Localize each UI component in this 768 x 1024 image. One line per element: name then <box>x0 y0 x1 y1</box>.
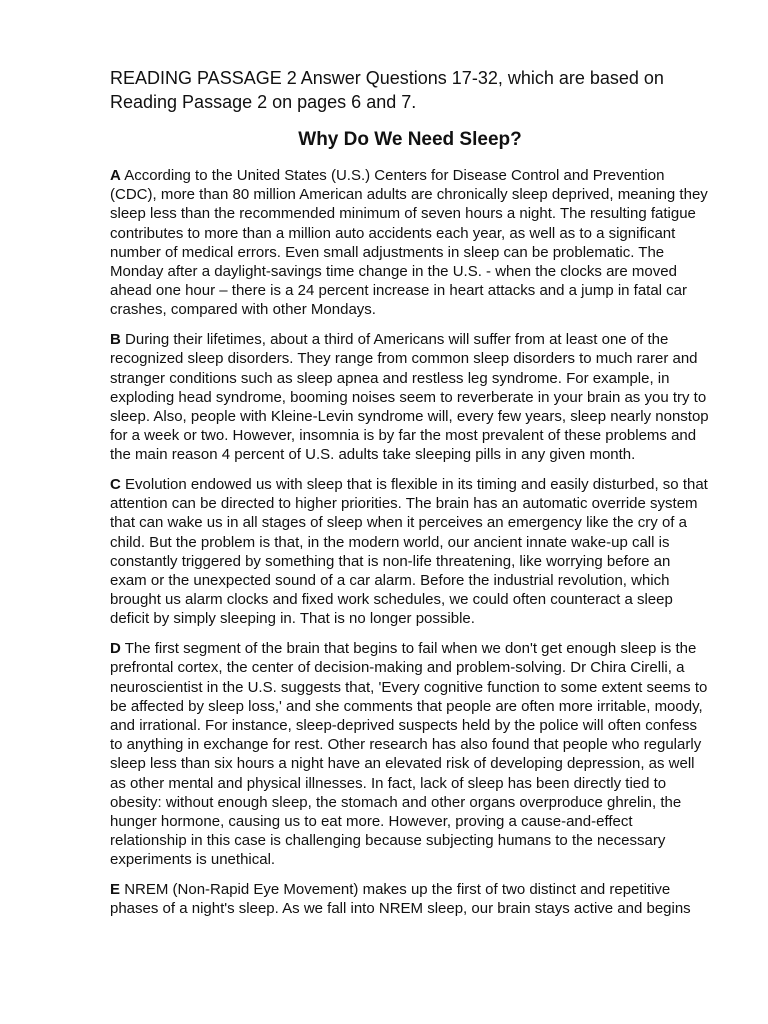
paragraph-letter: A <box>110 167 121 184</box>
paragraph-text: The first segment of the brain that begins to fail when we don't get enough sleep is the prefrontal cortex, the center of decision-making and problem-solving. Dr Chira Cirelli, a neuroscientist in the U.S. suggests that, 'Every cognitive function to some extent seems to be affected by sleep loss,' and she comments that people are often more irritable, moody, and irrational. For instance, sleep-deprived suspects held by the police will often confess to anything in exchange for rest. Other research has also found that people who regularly sleep less than six hours a night have an elevated risk of developing depression, as well as other mental and physical illnesses. In fact, lack of sleep has been directly tied to obesity: without enough sleep, the stomach and other organs overproduce ghrelin, the hunger hormone, causing us to eat more. However, proving a cause-and-effect relationship in this case is challenging because subjecting humans to the necessary experiments is unethical. <box>110 640 708 869</box>
paragraph-text: According to the United States (U.S.) Centers for Disease Control and Prevention (CDC), more than 80 million American adults are chronically sleep deprived, meaning they sleep less than the recommended minimum of seven hours a night. The resulting fatigue contributes to more than a million auto accidents each year, as well as to a significant number of medical errors. Even small adjustments in sleep can be problematic. The Monday after a daylight-savings time change in the U.S. - when the clocks are moved ahead one hour – there is a 24 percent increase in heart attacks and a jump in fatal car crashes, compared with other Mondays. <box>110 167 708 319</box>
paragraph-a <box>110 166 710 320</box>
paragraph-text: NREM (Non-Rapid Eye Movement) makes up the first of two distinct and repetitive phases of a night's sleep. As we fall into NREM sleep, our brain stays active and begins <box>110 881 691 918</box>
paragraph-letter: B <box>110 331 121 349</box>
paragraph-text: During their lifetimes, about a third of Americans will suffer from at least one of the recognized sleep disorders. They range from common sleep disorders to much rarer and stranger conditions such as sleep apnea and restless leg syndrome. For example, in exploding head syndrome, booming noises seem to reverberate in your brain as you try to sleep. Also, people with Kleine-Levin syndrome will, every few years, sleep nearly nonstop for a week or two. However, insomnia is by far the most prevalent of these problems and the main reason 4 percent of U.S. adults take sleeping pills in any given month. <box>110 331 709 464</box>
passage-title: Why Do We Need Sleep? <box>298 129 522 150</box>
paragraph-d <box>110 639 710 869</box>
paragraph-text: Evolution endowed us with sleep that is flexible in its timing and easily disturbed, so that attention can be directed to higher priorities. The brain has an automatic override system that can wake us in all stages of sleep when it perceives an emergency like the cry of a child. But the problem is that, in the modern world, our ancient innate wake-up call is constantly triggered by something that is non-life threatening, like worrying before an exam or the unexpected sound of a car alarm. Before the industrial revolution, which brought us alarm clocks and fixed work schedules, we could often counteract a sleep deficit by simply sleeping in. That is no longer possible. <box>110 476 708 628</box>
intro-instructions: READING PASSAGE 2 Answer Questions 17-32, which are based on Reading Passage 2 on pages 6 and 7. <box>110 68 664 112</box>
paragraph-b <box>110 330 710 464</box>
paragraph-letter: C <box>110 476 121 494</box>
paragraph-e <box>110 880 710 918</box>
paragraph-letter: E <box>110 881 121 899</box>
paragraph-c <box>110 475 710 629</box>
paragraph-letter: D <box>110 640 121 658</box>
